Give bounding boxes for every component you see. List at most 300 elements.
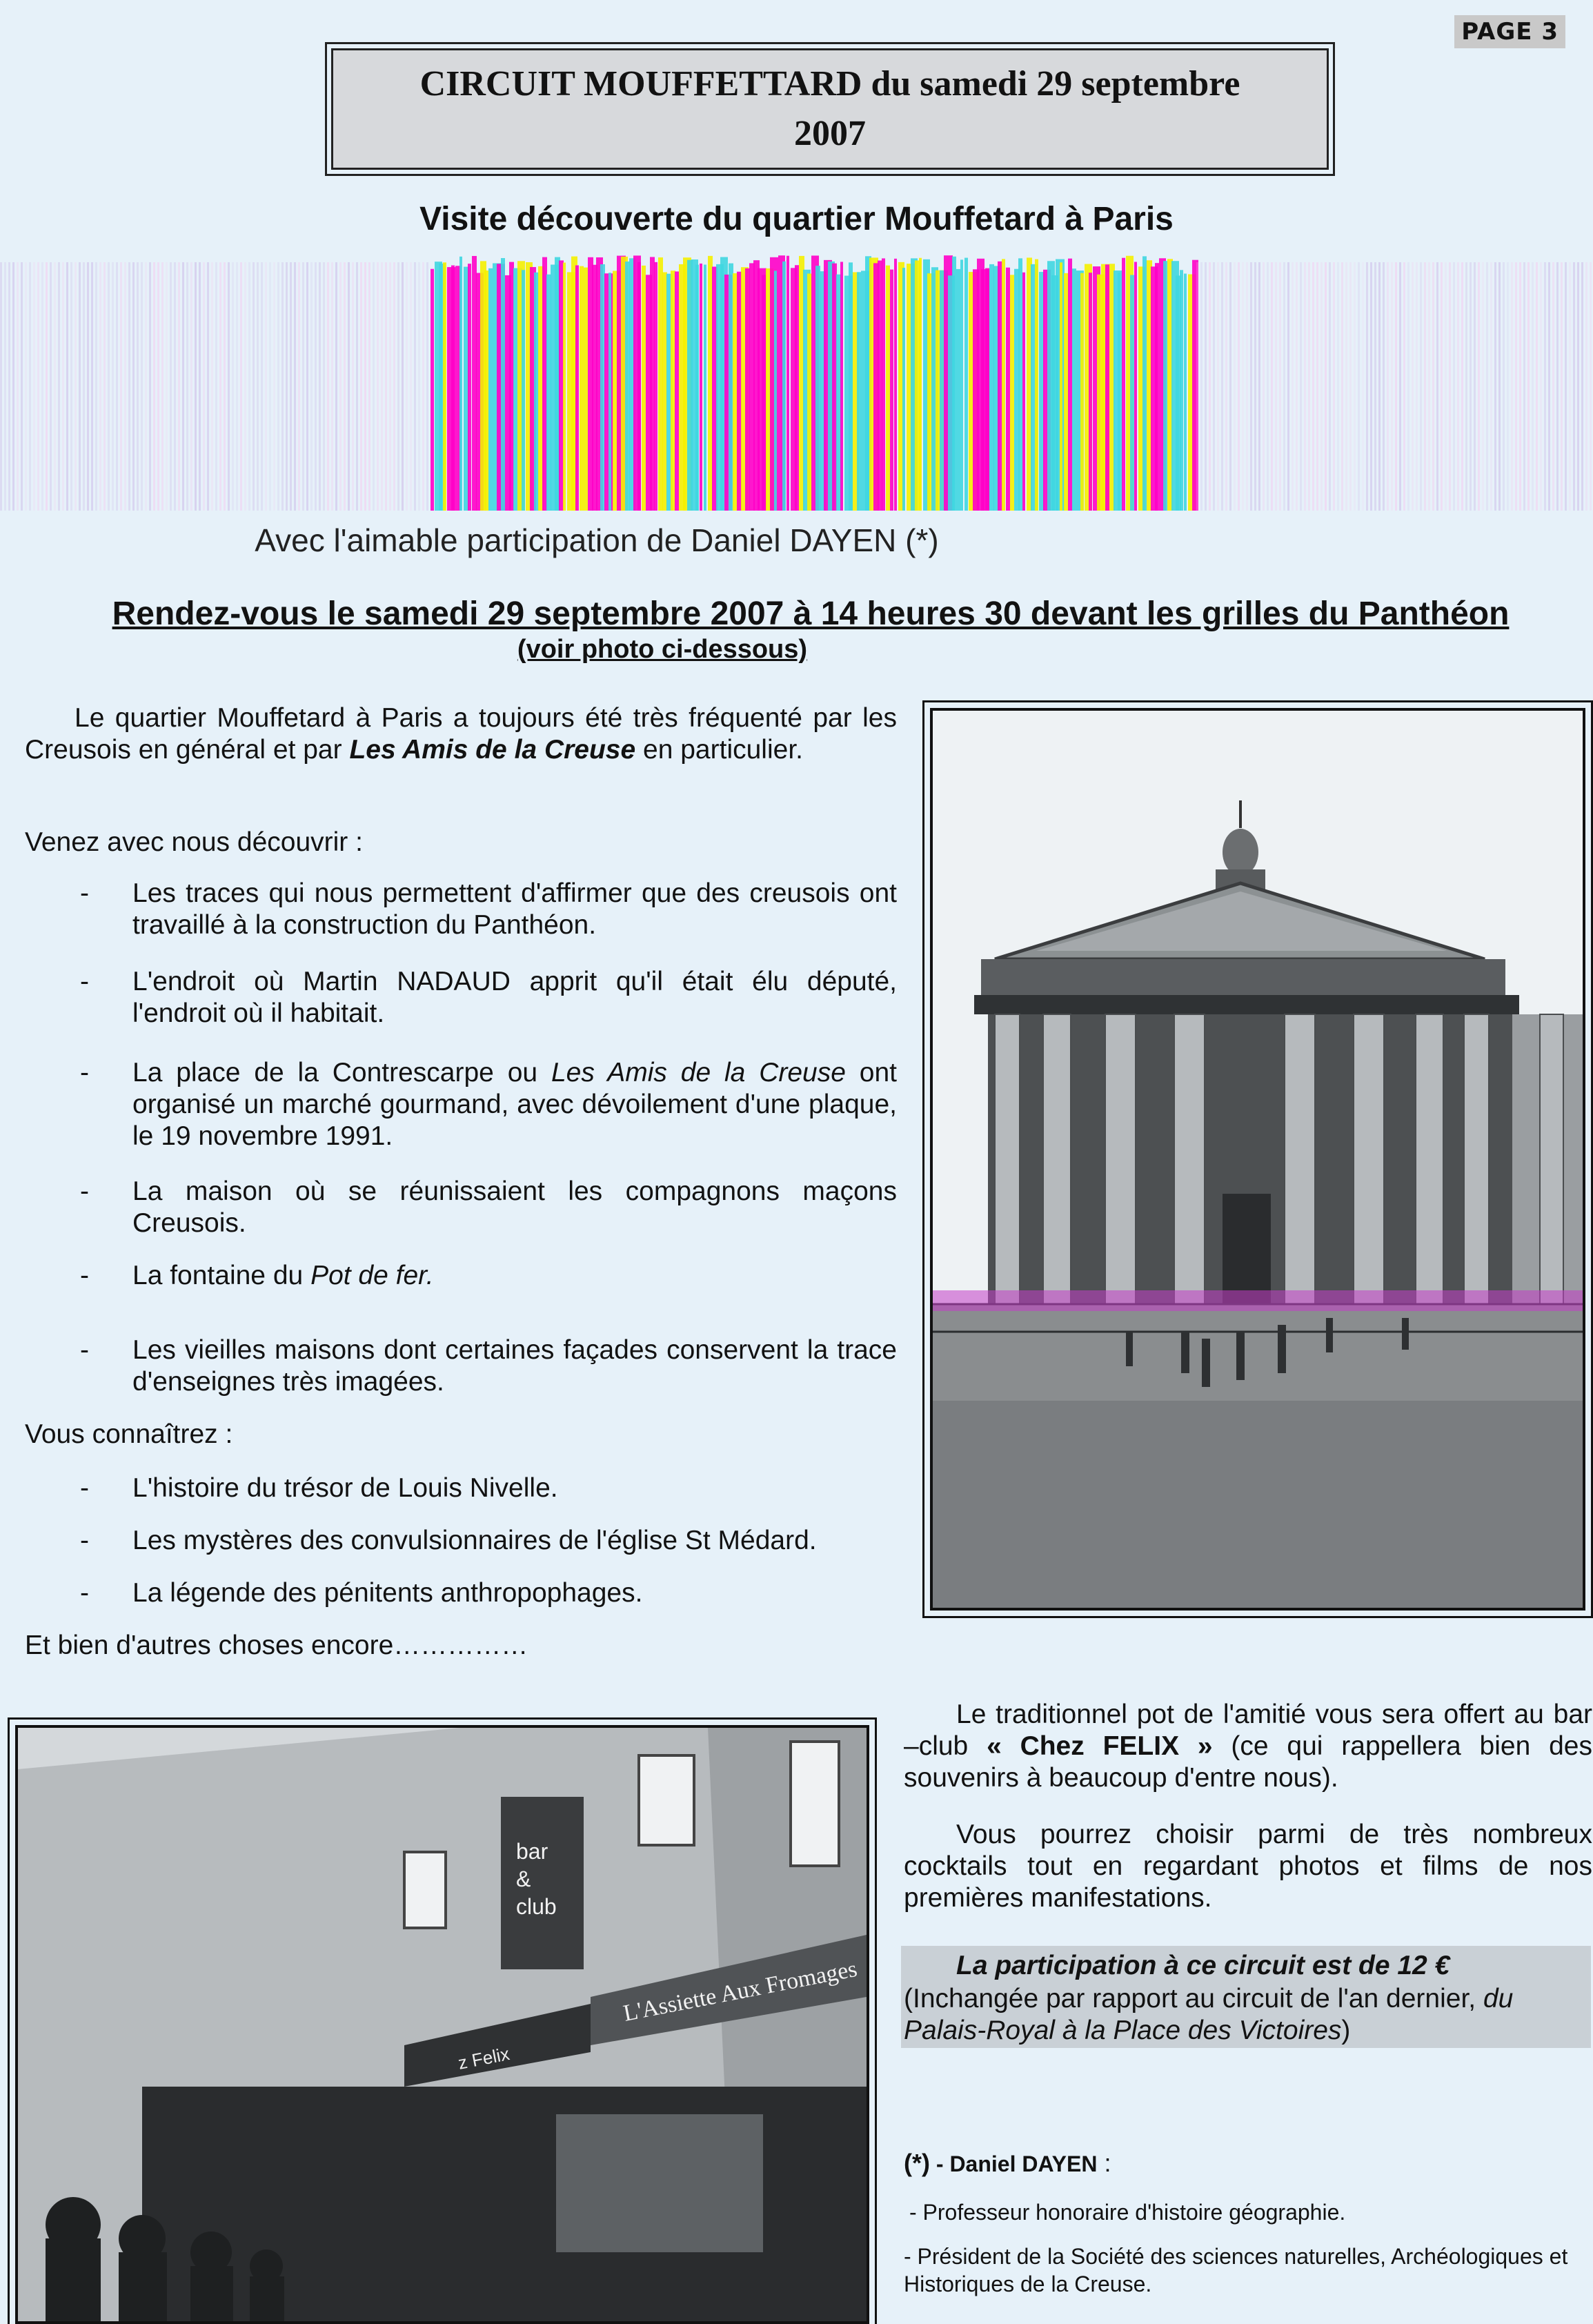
scan-streak bbox=[166, 262, 168, 511]
scan-streak bbox=[484, 270, 488, 511]
scan-streak bbox=[1221, 262, 1223, 511]
sign-text-amp: & bbox=[516, 1867, 531, 1891]
scan-streak bbox=[1263, 262, 1265, 511]
scan-streak bbox=[315, 262, 317, 511]
scan-streak bbox=[257, 262, 259, 511]
scan-streak bbox=[190, 262, 192, 511]
scan-streak bbox=[1590, 262, 1592, 511]
scan-artifact-streaks bbox=[0, 248, 1593, 538]
scan-streak bbox=[203, 262, 205, 511]
list-dash: - bbox=[80, 967, 89, 996]
list-dash: - bbox=[80, 878, 89, 908]
scan-streak bbox=[1345, 262, 1347, 511]
scan-streak bbox=[989, 264, 994, 511]
scan-streak bbox=[1246, 262, 1248, 511]
scan-streak bbox=[186, 262, 188, 511]
list-item bbox=[80, 1577, 953, 1609]
scan-streak bbox=[509, 262, 514, 511]
scan-streak bbox=[1374, 262, 1376, 511]
more-line: Et bien d'autres choses encore…………… bbox=[25, 1631, 528, 1660]
scan-streak bbox=[1523, 262, 1525, 511]
scan-streak bbox=[265, 262, 267, 511]
scan-streak bbox=[99, 262, 101, 511]
scan-streak bbox=[1134, 262, 1137, 511]
scan-streak bbox=[1441, 262, 1443, 511]
scan-streak bbox=[1474, 262, 1476, 511]
scan-streak bbox=[1312, 262, 1314, 511]
scan-streak bbox=[886, 266, 890, 511]
scan-streak bbox=[1325, 262, 1327, 511]
scan-streak bbox=[199, 262, 201, 511]
scan-streak bbox=[1556, 262, 1559, 511]
scan-streak bbox=[1519, 262, 1521, 511]
scan-streak bbox=[1457, 262, 1459, 511]
scan-streak bbox=[1292, 262, 1294, 511]
scan-streak bbox=[1296, 262, 1298, 511]
scan-streak bbox=[468, 264, 471, 511]
scan-streak bbox=[344, 262, 346, 511]
scan-streak bbox=[1552, 262, 1554, 511]
scan-streak bbox=[704, 265, 706, 511]
scan-streak bbox=[1337, 262, 1339, 511]
scan-streak bbox=[277, 262, 279, 511]
scan-streak bbox=[1548, 262, 1550, 511]
price-note-text: (Inchangée par rapport au circuit de l'an dernier, bbox=[904, 1984, 1483, 2013]
scan-streak bbox=[4, 262, 6, 511]
scan-streak bbox=[1105, 264, 1109, 511]
scan-streak bbox=[240, 262, 242, 511]
scan-streak bbox=[857, 272, 861, 511]
scan-streak bbox=[1470, 262, 1472, 511]
scan-streak bbox=[1540, 262, 1542, 511]
scan-streak bbox=[1242, 262, 1244, 511]
scan-streak bbox=[952, 257, 956, 511]
scan-streak bbox=[33, 262, 35, 511]
scan-streak bbox=[352, 262, 354, 511]
scan-streak bbox=[132, 262, 135, 511]
scan-streak bbox=[70, 262, 72, 511]
list-item bbox=[80, 1525, 953, 1557]
scan-streak bbox=[232, 262, 234, 511]
scan-streak bbox=[153, 262, 155, 511]
scan-streak bbox=[1378, 262, 1381, 511]
scan-streak bbox=[410, 262, 412, 511]
scan-streak bbox=[381, 262, 383, 511]
scan-streak bbox=[786, 256, 789, 511]
list-item bbox=[80, 1335, 897, 1398]
scan-streak bbox=[637, 262, 641, 511]
scan-streak bbox=[985, 268, 989, 511]
scan-streak bbox=[306, 262, 308, 511]
scan-streak bbox=[1200, 262, 1203, 511]
scan-streak bbox=[1275, 262, 1277, 511]
scan-streak bbox=[1569, 262, 1571, 511]
scan-streak bbox=[406, 262, 408, 511]
list-dash: - bbox=[80, 1578, 89, 1608]
scan-streak bbox=[675, 271, 679, 511]
scan-streak bbox=[145, 262, 147, 511]
list-item-text: La maison où se réunissaient les compagnons maçons Creusois. bbox=[132, 1176, 897, 1238]
intro-text-end: en particulier. bbox=[635, 735, 803, 765]
list-item-text: La place de la Contrescarpe ou bbox=[132, 1058, 551, 1087]
scan-streak bbox=[137, 262, 139, 511]
scan-streak bbox=[451, 266, 455, 511]
scan-streak bbox=[795, 265, 799, 511]
list-item-text: Les traces qui nous permettent d'affirmer que des creusois ont travaillé à la construction du Panthéon. bbox=[132, 878, 897, 940]
scan-streak bbox=[294, 262, 296, 511]
scan-streak bbox=[290, 262, 292, 511]
scan-streak bbox=[1532, 262, 1534, 511]
scan-streak bbox=[1329, 262, 1331, 511]
shop-sign-text: L'Assiette Aux Fromages bbox=[621, 1956, 860, 2027]
scan-streak bbox=[580, 266, 584, 511]
scan-streak bbox=[335, 262, 337, 511]
sign-text-club: club bbox=[516, 1894, 557, 1919]
scan-streak bbox=[286, 262, 288, 511]
scan-streak bbox=[832, 264, 837, 511]
pantheon-photo bbox=[930, 708, 1585, 1611]
scan-streak bbox=[488, 268, 493, 511]
scan-streak bbox=[426, 262, 428, 511]
scan-streak bbox=[998, 262, 1002, 511]
scan-streak bbox=[1180, 270, 1183, 511]
footnote-heading bbox=[904, 2149, 1111, 2178]
intro-paragraph bbox=[25, 702, 897, 766]
scan-streak bbox=[1238, 262, 1240, 511]
price-note-end: ) bbox=[1341, 2016, 1351, 2045]
scan-streak bbox=[1184, 274, 1187, 511]
scan-streak bbox=[1072, 268, 1076, 511]
scan-streak bbox=[1217, 262, 1219, 511]
scan-streak bbox=[563, 263, 566, 511]
scan-streak bbox=[397, 262, 399, 511]
scan-streak bbox=[273, 262, 275, 511]
scan-streak bbox=[116, 262, 118, 511]
scan-streak bbox=[1486, 262, 1488, 511]
scan-streak bbox=[534, 273, 539, 511]
scan-streak bbox=[1229, 262, 1231, 511]
scan-streak bbox=[1577, 262, 1579, 511]
scan-streak bbox=[1511, 262, 1513, 511]
scan-streak bbox=[1503, 262, 1505, 511]
scan-streak bbox=[894, 259, 897, 511]
scan-streak bbox=[244, 262, 246, 511]
list-dash: - bbox=[80, 1473, 89, 1503]
scan-streak bbox=[1461, 262, 1463, 511]
scan-streak bbox=[8, 262, 10, 511]
scan-streak bbox=[149, 262, 151, 511]
scan-streak bbox=[501, 258, 505, 511]
list-item-emphasis: Pot de fer. bbox=[310, 1261, 434, 1290]
scan-streak bbox=[902, 268, 905, 511]
scan-streak bbox=[298, 262, 300, 511]
price-line: La participation à ce circuit est de 12 € bbox=[956, 1951, 1450, 1980]
list-item bbox=[80, 966, 897, 1030]
title-box bbox=[331, 48, 1329, 170]
scan-streak bbox=[522, 270, 525, 511]
scan-streak bbox=[215, 262, 217, 511]
scan-streak bbox=[46, 262, 48, 511]
scan-streak bbox=[443, 262, 446, 511]
scan-streak bbox=[120, 262, 122, 511]
list-item bbox=[80, 878, 897, 941]
scan-streak bbox=[956, 269, 960, 511]
scan-streak bbox=[658, 257, 663, 511]
scan-streak bbox=[815, 266, 820, 511]
scan-streak bbox=[729, 264, 733, 511]
scan-streak bbox=[360, 262, 362, 511]
scan-streak bbox=[1213, 262, 1215, 511]
know-intro: Vous connaîtrez : bbox=[25, 1419, 233, 1449]
scan-streak bbox=[849, 262, 853, 511]
pantheon-illustration bbox=[933, 711, 1583, 1608]
pot-paragraph bbox=[904, 1699, 1592, 1794]
scan-streak bbox=[1412, 262, 1414, 511]
footnote-colon: : bbox=[1097, 2149, 1111, 2177]
scan-streak bbox=[546, 275, 551, 511]
scan-streak bbox=[1002, 259, 1005, 511]
scan-streak bbox=[1118, 273, 1120, 511]
scan-streak bbox=[960, 259, 963, 511]
scan-streak bbox=[1573, 262, 1575, 511]
list-item-text: Les mystères des convulsionnaires de l'église St Médard. bbox=[132, 1526, 817, 1555]
scan-streak bbox=[1225, 262, 1227, 511]
scan-streak bbox=[1267, 262, 1269, 511]
scan-streak bbox=[356, 262, 358, 511]
scan-streak bbox=[890, 270, 893, 511]
scan-streak bbox=[1370, 262, 1372, 511]
scan-streak bbox=[170, 262, 172, 511]
scan-streak bbox=[414, 262, 416, 511]
scan-streak bbox=[41, 262, 43, 511]
list-item-text: La fontaine du bbox=[132, 1261, 311, 1290]
title-line-2: 2007 bbox=[794, 114, 866, 153]
scan-streak bbox=[253, 262, 255, 511]
scan-streak bbox=[50, 262, 52, 511]
pot-text-end: (ce qui rappellera bien des souvenirs à beaucoup d'entre nous). bbox=[904, 1731, 1592, 1793]
list-item-text-end: ont organisé un marché gourmand, avec dévoilement d'une plaque, le 19 novembre 1991. bbox=[132, 1058, 897, 1151]
cocktails-paragraph: Vous pourrez choisir parmi de très nombreux cocktails tout en regardant photos et films de nos premières manifestations. bbox=[904, 1820, 1592, 1913]
scan-streak bbox=[418, 262, 420, 511]
scan-streak bbox=[431, 269, 434, 511]
scan-streak bbox=[600, 264, 605, 511]
scan-streak bbox=[807, 273, 812, 511]
scan-streak bbox=[228, 262, 230, 511]
scan-streak bbox=[29, 262, 31, 511]
scan-streak bbox=[393, 262, 395, 511]
scan-streak bbox=[964, 258, 968, 511]
sign-text-bar: bar bbox=[516, 1839, 548, 1864]
scan-streak bbox=[1010, 275, 1014, 511]
scan-streak bbox=[1383, 262, 1385, 511]
scan-streak bbox=[1209, 262, 1211, 511]
scan-streak bbox=[302, 262, 304, 511]
scan-streak bbox=[323, 262, 325, 511]
rendezvous-note: (voir photo ci-dessous) bbox=[517, 635, 808, 664]
discover-intro: Venez avec nous découvrir : bbox=[25, 827, 363, 857]
scan-streak bbox=[1122, 258, 1125, 511]
scan-streak bbox=[1341, 262, 1343, 511]
scan-streak bbox=[79, 262, 81, 511]
scan-streak bbox=[1060, 262, 1062, 511]
list-item bbox=[80, 1473, 953, 1504]
scan-streak bbox=[75, 262, 77, 511]
price-note-emphasis: du Palais-Royal à la Place des Victoires bbox=[904, 1984, 1514, 2045]
scan-streak bbox=[261, 262, 263, 511]
scan-streak bbox=[1308, 262, 1310, 511]
footnote-line-1: - Professeur honoraire d'histoire géographie. bbox=[909, 2200, 1346, 2225]
scan-streak bbox=[1333, 262, 1335, 511]
scan-streak bbox=[1258, 262, 1260, 511]
list-dash: - bbox=[80, 1176, 89, 1206]
scan-streak bbox=[83, 262, 85, 511]
scan-streak bbox=[1544, 262, 1546, 511]
intro-text: Le quartier Mouffetard à Paris a toujours été très fréquenté par les Creusois en général et par bbox=[25, 703, 897, 765]
scan-streak bbox=[1089, 273, 1092, 511]
scan-streak bbox=[1300, 262, 1302, 511]
scan-streak bbox=[373, 262, 375, 511]
scan-streak bbox=[1387, 262, 1389, 511]
scan-streak bbox=[385, 262, 387, 511]
footnote-name: - Daniel DAYEN bbox=[930, 2151, 1098, 2176]
scan-streak bbox=[178, 262, 180, 511]
list-dash: - bbox=[80, 1526, 89, 1555]
scan-streak bbox=[1420, 262, 1422, 511]
scan-streak bbox=[1465, 262, 1467, 511]
subtitle: Visite découverte du quartier Mouffetard à Paris bbox=[419, 201, 1174, 237]
list-dash: - bbox=[80, 1335, 89, 1365]
scan-streak bbox=[161, 262, 164, 511]
rendezvous-heading: Rendez-vous le samedi 29 septembre 2007 à 14 heures 30 devant les grilles du Panthéon bbox=[112, 595, 1510, 632]
scan-streak bbox=[236, 262, 238, 511]
scan-streak bbox=[17, 262, 19, 511]
scan-streak bbox=[1022, 273, 1025, 511]
scan-streak bbox=[62, 262, 64, 511]
scan-streak bbox=[1205, 262, 1207, 511]
scan-streak bbox=[1064, 273, 1069, 511]
scan-streak bbox=[1068, 259, 1072, 511]
scan-streak bbox=[1018, 258, 1022, 511]
scan-streak bbox=[389, 262, 391, 511]
scan-streak bbox=[1399, 262, 1401, 511]
scan-streak bbox=[1287, 262, 1289, 511]
scan-streak bbox=[882, 258, 885, 511]
scan-streak bbox=[339, 262, 342, 511]
scan-streak bbox=[1250, 262, 1252, 511]
scan-streak bbox=[21, 262, 23, 511]
scan-streak bbox=[1080, 273, 1084, 511]
scan-streak bbox=[1536, 262, 1538, 511]
scan-streak bbox=[708, 256, 713, 511]
scan-streak bbox=[211, 262, 213, 511]
scan-streak bbox=[1316, 262, 1318, 511]
scan-streak bbox=[58, 262, 60, 511]
bar-club-photo bbox=[15, 1725, 869, 2324]
scan-streak bbox=[1581, 262, 1583, 511]
scan-streak bbox=[542, 257, 547, 511]
scan-streak bbox=[1358, 262, 1360, 511]
scan-streak bbox=[1403, 262, 1405, 511]
scan-streak bbox=[1527, 262, 1530, 511]
list-item bbox=[80, 1176, 897, 1239]
scan-streak bbox=[642, 266, 646, 511]
scan-streak bbox=[1234, 262, 1236, 511]
scan-streak bbox=[1498, 262, 1501, 511]
scan-streak bbox=[377, 262, 379, 511]
scan-streak bbox=[1271, 262, 1273, 511]
scan-streak bbox=[762, 275, 766, 511]
scan-streak bbox=[141, 262, 143, 511]
list-item-text: Les vieilles maisons dont certaines façades conservent la trace d'enseignes très imagées. bbox=[132, 1335, 897, 1397]
list-item-text: L'endroit où Martin NADAUD apprit qu'il était élu député, l'endroit où il habitait. bbox=[132, 967, 897, 1028]
scan-streak bbox=[182, 262, 184, 511]
scan-streak bbox=[662, 273, 667, 511]
scan-streak bbox=[878, 261, 882, 511]
scan-streak bbox=[1436, 262, 1438, 511]
scan-streak bbox=[1155, 263, 1159, 511]
street-illustration bbox=[18, 1728, 867, 2321]
scan-streak bbox=[12, 262, 14, 511]
scan-streak bbox=[1432, 262, 1434, 511]
scan-streak bbox=[1254, 262, 1256, 511]
scan-streak bbox=[1391, 262, 1393, 511]
pot-text: Le traditionnel pot de l'amitié vous sera offert au bar –club bbox=[904, 1700, 1592, 1761]
scan-streak bbox=[737, 272, 742, 511]
price-note bbox=[904, 1983, 1591, 2047]
scan-streak bbox=[1035, 259, 1038, 511]
footnote-line-2: - Président de la Société des sciences naturelles, Archéologiques et Historiques de la Creuse. bbox=[904, 2244, 1568, 2296]
scan-streak bbox=[559, 260, 564, 511]
participation-line: Avec l'aimable participation de Daniel DAYEN (*) bbox=[255, 522, 939, 558]
scan-streak bbox=[1006, 268, 1010, 511]
scan-streak bbox=[0, 262, 2, 511]
scan-streak bbox=[472, 256, 477, 511]
scan-streak bbox=[157, 262, 159, 511]
scan-streak bbox=[1515, 262, 1517, 511]
scan-streak bbox=[650, 257, 655, 511]
scan-streak bbox=[919, 258, 922, 511]
list-item-text: L'histoire du trésor de Louis Nivelle. bbox=[132, 1473, 558, 1503]
scan-streak bbox=[402, 262, 404, 511]
scan-streak bbox=[54, 262, 56, 511]
scan-streak bbox=[174, 262, 176, 511]
scan-streak bbox=[219, 262, 221, 511]
scan-streak bbox=[745, 268, 750, 511]
scan-streak bbox=[364, 262, 366, 511]
scan-streak bbox=[319, 262, 321, 511]
scan-streak bbox=[269, 262, 271, 511]
scan-streak bbox=[1561, 262, 1563, 511]
scan-streak bbox=[1407, 262, 1409, 511]
scan-streak bbox=[584, 268, 588, 511]
scan-streak bbox=[575, 265, 579, 511]
title-line-1: CIRCUIT MOUFFETTARD du samedi 29 septembre bbox=[419, 64, 1240, 104]
scan-streak bbox=[459, 257, 462, 511]
scan-streak bbox=[1428, 262, 1430, 511]
scan-streak bbox=[654, 262, 657, 511]
scan-streak bbox=[1279, 262, 1281, 511]
scan-streak bbox=[1416, 262, 1418, 511]
scan-streak bbox=[95, 262, 97, 511]
scan-streak bbox=[248, 262, 250, 511]
scan-streak bbox=[1482, 262, 1484, 511]
scan-streak bbox=[37, 262, 39, 511]
scan-streak bbox=[608, 273, 611, 511]
scan-streak bbox=[224, 262, 226, 511]
scan-streak bbox=[348, 262, 350, 511]
scan-streak bbox=[128, 262, 130, 511]
list-item bbox=[80, 1057, 897, 1152]
